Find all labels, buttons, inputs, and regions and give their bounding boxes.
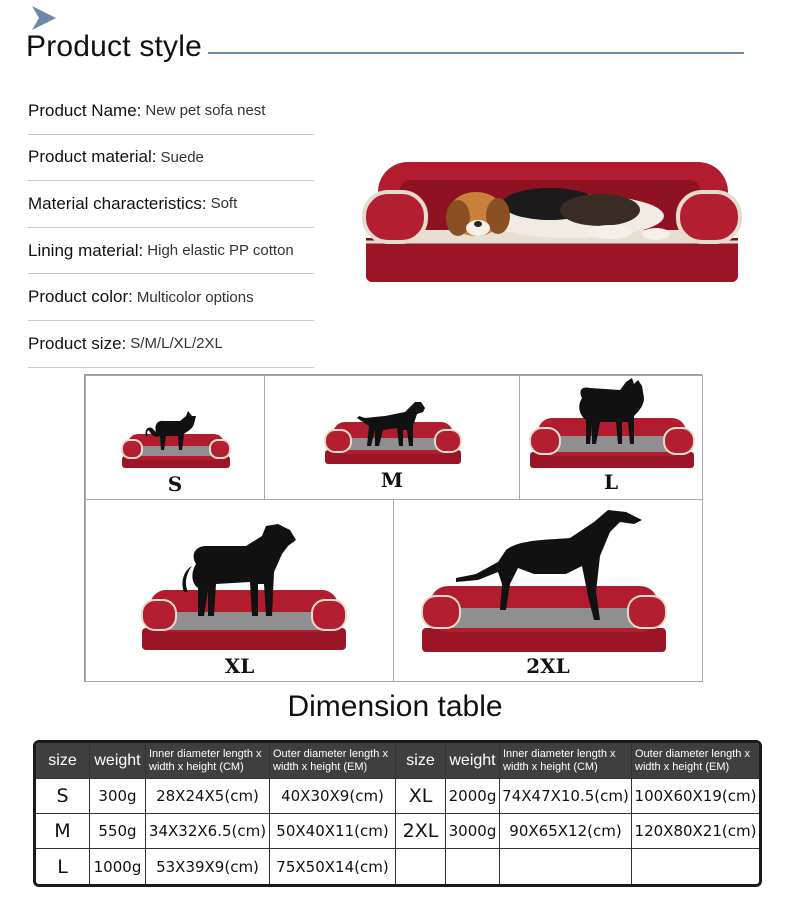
table-cell: 90X65X12(cm) [500, 814, 632, 849]
spec-row-material [28, 135, 314, 182]
table-cell [632, 849, 759, 884]
table-cell: 550g [90, 814, 146, 849]
table-cell: 50X40X11(cm) [270, 814, 396, 849]
table-cell: M [36, 814, 90, 849]
table-cell: 53X39X9(cm) [146, 849, 270, 884]
dimension-table-title: Dimension table [287, 690, 503, 723]
table-header-cell: Inner diameter length x width x height (CM) [500, 743, 632, 779]
table-header-cell: Inner diameter length x width x height (CM) [146, 743, 270, 779]
table-header-cell: weight [90, 743, 146, 779]
size-label: S [167, 472, 183, 496]
dimension-table [33, 740, 762, 887]
spec-value: Multicolor options [136, 288, 254, 306]
spec-list [28, 88, 314, 368]
table-cell: 74X47X10.5(cm) [500, 779, 632, 814]
table-header-cell: size [396, 743, 446, 779]
table-cell: S [36, 779, 90, 814]
table-header-cell: size [36, 743, 90, 779]
table-cell: 3000g [446, 814, 500, 849]
table-cell: 300g [90, 779, 146, 814]
table-cell: L [36, 849, 90, 884]
size-cell-2xl [393, 499, 703, 682]
size-cell-l [519, 375, 703, 500]
spec-label: Lining material: [28, 240, 144, 260]
spec-row-name [28, 88, 314, 135]
spec-value: S/M/L/XL/2XL [130, 335, 223, 353]
spec-label: Product Name: [28, 100, 142, 120]
table-cell: 75X50X14(cm) [270, 849, 396, 884]
size-label: XL [224, 654, 255, 678]
chevron-right-icon [32, 6, 56, 30]
table-row [36, 779, 759, 814]
size-label: M [380, 468, 404, 492]
spec-label: Material characteristics: [28, 193, 207, 213]
table-cell [396, 849, 446, 884]
table-header-cell: weight [446, 743, 500, 779]
spec-value: Soft [210, 195, 238, 213]
table-header-row [36, 743, 759, 779]
table-cell: 2XL [396, 814, 446, 849]
table-cell: 28X24X5(cm) [146, 779, 270, 814]
table-row [36, 814, 759, 849]
table-cell: 40X30X9(cm) [270, 779, 396, 814]
spec-value: High elastic PP cotton [147, 242, 294, 260]
title-divider [208, 52, 744, 54]
table-cell [500, 849, 632, 884]
section-title: Product style [26, 30, 203, 63]
size-label: L [603, 470, 619, 494]
spec-label: Product size: [28, 333, 127, 353]
table-cell: XL [396, 779, 446, 814]
table-header-cell: Outer diameter length x width x height (EM) [270, 743, 396, 779]
size-cell-xl [85, 499, 394, 682]
spec-row-lining [28, 228, 314, 275]
size-label: 2XL [526, 654, 570, 678]
product-image [360, 158, 744, 286]
spec-row-characteristics [28, 181, 314, 228]
table-header-cell: Outer diameter length x width x height (EM) [632, 743, 759, 779]
size-cell-s [85, 375, 265, 500]
table-cell: 120X80X21(cm) [632, 814, 759, 849]
spec-label: Product color: [28, 287, 133, 307]
spec-value: Suede [160, 148, 204, 166]
spec-row-size [28, 321, 314, 368]
table-cell: 100X60X19(cm) [632, 779, 759, 814]
table-cell: 34X32X6.5(cm) [146, 814, 270, 849]
spec-value: New pet sofa nest [145, 102, 266, 120]
table-cell: 2000g [446, 779, 500, 814]
spec-label: Product material: [28, 147, 157, 167]
table-cell [446, 849, 500, 884]
spec-row-color [28, 274, 314, 321]
table-cell: 1000g [90, 849, 146, 884]
size-comparison-grid [84, 374, 702, 682]
table-row [36, 849, 759, 884]
size-cell-m [264, 375, 520, 500]
